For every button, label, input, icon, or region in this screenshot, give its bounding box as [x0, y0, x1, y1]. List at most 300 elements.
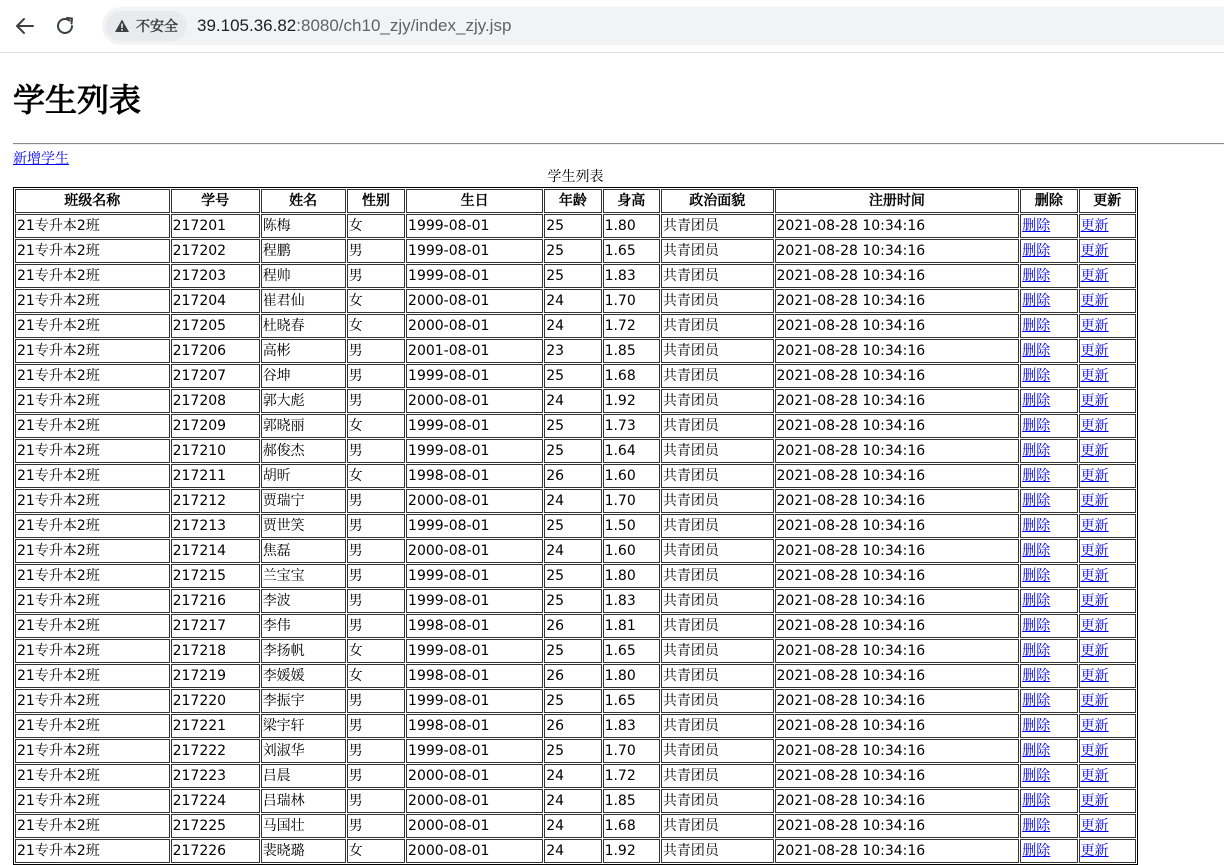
- birthday-cell: 1999-08-01: [406, 689, 543, 713]
- delete-link[interactable]: 删除: [1022, 468, 1051, 484]
- update-link[interactable]: 更新: [1080, 643, 1109, 659]
- register-time-cell: 2021-08-28 10:34:16: [775, 839, 1020, 863]
- table-body: [15, 214, 1136, 863]
- address-bar[interactable]: [102, 7, 1224, 45]
- table-row: [15, 214, 1136, 238]
- age-cell: 25: [544, 264, 601, 288]
- page-content: [0, 53, 1224, 859]
- birthday-cell: 1999-08-01: [406, 739, 543, 763]
- age-cell: 25: [544, 564, 601, 588]
- update-cell: [1079, 464, 1136, 488]
- gender-cell: 男: [347, 814, 405, 838]
- url-text[interactable]: [197, 16, 511, 36]
- add-student-link[interactable]: 新增学生: [13, 151, 69, 167]
- update-link[interactable]: 更新: [1080, 518, 1109, 534]
- birthday-cell: 2000-08-01: [406, 389, 543, 413]
- name-cell: 兰宝宝: [261, 564, 346, 588]
- age-cell: 25: [544, 639, 601, 663]
- age-cell: 25: [544, 589, 601, 613]
- table-row: [15, 514, 1136, 538]
- update-link[interactable]: 更新: [1080, 218, 1109, 234]
- warning-icon: [114, 18, 130, 34]
- height-cell: 1.83: [603, 264, 660, 288]
- update-link[interactable]: 更新: [1080, 268, 1109, 284]
- delete-link[interactable]: 删除: [1022, 343, 1051, 359]
- delete-link[interactable]: 删除: [1022, 318, 1051, 334]
- name-cell: 崔君仙: [261, 289, 346, 313]
- class-name-cell: 21专升本2班: [15, 364, 170, 388]
- student-id-cell: 217226: [171, 839, 260, 863]
- student-id-cell: 217220: [171, 689, 260, 713]
- url-host: 39.105.36.82: [197, 16, 297, 35]
- political-status-cell: 共青团员: [661, 839, 774, 863]
- birthday-cell: 1998-08-01: [406, 464, 543, 488]
- height-cell: 1.72: [603, 314, 660, 338]
- update-cell: [1079, 289, 1136, 313]
- table-row: [15, 464, 1136, 488]
- update-cell: [1079, 739, 1136, 763]
- table-row: [15, 439, 1136, 463]
- table-row: [15, 789, 1136, 813]
- column-header: 班级名称: [15, 189, 170, 213]
- security-chip[interactable]: [106, 11, 187, 41]
- table-row: [15, 739, 1136, 763]
- update-link[interactable]: 更新: [1080, 393, 1109, 409]
- gender-cell: 女: [347, 464, 405, 488]
- update-link[interactable]: 更新: [1080, 743, 1109, 759]
- update-link[interactable]: 更新: [1080, 718, 1109, 734]
- update-link[interactable]: 更新: [1080, 543, 1109, 559]
- age-cell: 24: [544, 389, 601, 413]
- birthday-cell: 2000-08-01: [406, 314, 543, 338]
- class-name-cell: 21专升本2班: [15, 464, 170, 488]
- update-cell: [1079, 764, 1136, 788]
- browser-toolbar: [0, 0, 1224, 53]
- height-cell: 1.80: [603, 564, 660, 588]
- update-cell: [1079, 539, 1136, 563]
- column-header: 政治面貌: [661, 189, 774, 213]
- political-status-cell: 共青团员: [661, 464, 774, 488]
- table-row: [15, 814, 1136, 838]
- political-status-cell: 共青团员: [661, 764, 774, 788]
- height-cell: 1.65: [603, 239, 660, 263]
- class-name-cell: 21专升本2班: [15, 564, 170, 588]
- height-cell: 1.70: [603, 489, 660, 513]
- update-link[interactable]: 更新: [1080, 493, 1109, 509]
- delete-cell: [1020, 289, 1077, 313]
- student-id-cell: 217213: [171, 514, 260, 538]
- age-cell: 24: [544, 314, 601, 338]
- delete-link[interactable]: 删除: [1022, 718, 1051, 734]
- age-cell: 25: [544, 689, 601, 713]
- class-name-cell: 21专升本2班: [15, 764, 170, 788]
- gender-cell: 男: [347, 364, 405, 388]
- political-status-cell: 共青团员: [661, 689, 774, 713]
- student-id-cell: 217217: [171, 614, 260, 638]
- name-cell: 李振宇: [261, 689, 346, 713]
- update-cell: [1079, 239, 1136, 263]
- register-time-cell: 2021-08-28 10:34:16: [775, 414, 1020, 438]
- student-id-cell: 217222: [171, 739, 260, 763]
- delete-link[interactable]: 删除: [1022, 793, 1051, 809]
- class-name-cell: 21专升本2班: [15, 389, 170, 413]
- height-cell: 1.80: [603, 214, 660, 238]
- update-cell: [1079, 339, 1136, 363]
- age-cell: 25: [544, 739, 601, 763]
- student-id-cell: 217210: [171, 439, 260, 463]
- class-name-cell: 21专升本2班: [15, 339, 170, 363]
- register-time-cell: 2021-08-28 10:34:16: [775, 439, 1020, 463]
- delete-cell: [1020, 614, 1077, 638]
- class-name-cell: 21专升本2班: [15, 689, 170, 713]
- political-status-cell: 共青团员: [661, 714, 774, 738]
- column-header: 性别: [347, 189, 405, 213]
- delete-cell: [1020, 414, 1077, 438]
- update-link[interactable]: 更新: [1080, 318, 1109, 334]
- height-cell: 1.70: [603, 289, 660, 313]
- reload-icon: [54, 15, 76, 37]
- student-id-cell: 217205: [171, 314, 260, 338]
- update-link[interactable]: 更新: [1080, 793, 1109, 809]
- political-status-cell: 共青团员: [661, 214, 774, 238]
- class-name-cell: 21专升本2班: [15, 489, 170, 513]
- student-id-cell: 217212: [171, 489, 260, 513]
- column-header: 删除: [1020, 189, 1077, 213]
- register-time-cell: 2021-08-28 10:34:16: [775, 764, 1020, 788]
- delete-link[interactable]: 删除: [1022, 743, 1051, 759]
- political-status-cell: 共青团员: [661, 489, 774, 513]
- register-time-cell: 2021-08-28 10:34:16: [775, 264, 1020, 288]
- birthday-cell: 2000-08-01: [406, 489, 543, 513]
- update-link[interactable]: 更新: [1080, 293, 1109, 309]
- gender-cell: 男: [347, 789, 405, 813]
- table-row: [15, 689, 1136, 713]
- register-time-cell: 2021-08-28 10:34:16: [775, 789, 1020, 813]
- arrow-left-icon: [14, 15, 36, 37]
- political-status-cell: 共青团员: [661, 739, 774, 763]
- update-cell: [1079, 664, 1136, 688]
- height-cell: 1.72: [603, 764, 660, 788]
- name-cell: 焦磊: [261, 539, 346, 563]
- political-status-cell: 共青团员: [661, 814, 774, 838]
- birthday-cell: 1999-08-01: [406, 589, 543, 613]
- security-label: 不安全: [136, 18, 178, 34]
- update-cell: [1079, 214, 1136, 238]
- class-name-cell: 21专升本2班: [15, 789, 170, 813]
- delete-cell: [1020, 664, 1077, 688]
- age-cell: 25: [544, 514, 601, 538]
- update-link[interactable]: 更新: [1080, 843, 1109, 859]
- gender-cell: 男: [347, 764, 405, 788]
- table-row: [15, 764, 1136, 788]
- register-time-cell: 2021-08-28 10:34:16: [775, 664, 1020, 688]
- update-link[interactable]: 更新: [1080, 418, 1109, 434]
- gender-cell: 男: [347, 239, 405, 263]
- height-cell: 1.60: [603, 464, 660, 488]
- delete-cell: [1020, 814, 1077, 838]
- delete-cell: [1020, 839, 1077, 863]
- delete-cell: [1020, 739, 1077, 763]
- name-cell: 吕瑞林: [261, 789, 346, 813]
- height-cell: 1.73: [603, 414, 660, 438]
- update-cell: [1079, 489, 1136, 513]
- name-cell: 李媛媛: [261, 664, 346, 688]
- class-name-cell: 21专升本2班: [15, 839, 170, 863]
- student-id-cell: 217214: [171, 539, 260, 563]
- birthday-cell: 1999-08-01: [406, 264, 543, 288]
- update-link[interactable]: 更新: [1080, 368, 1109, 384]
- class-name-cell: 21专升本2班: [15, 314, 170, 338]
- name-cell: 郭晓丽: [261, 414, 346, 438]
- political-status-cell: 共青团员: [661, 389, 774, 413]
- table-row: [15, 339, 1136, 363]
- height-cell: 1.85: [603, 339, 660, 363]
- gender-cell: 女: [347, 289, 405, 313]
- column-header: 更新: [1079, 189, 1136, 213]
- update-cell: [1079, 689, 1136, 713]
- update-link[interactable]: 更新: [1080, 693, 1109, 709]
- age-cell: 24: [544, 814, 601, 838]
- table-row: [15, 239, 1136, 263]
- delete-link[interactable]: 删除: [1022, 843, 1051, 859]
- age-cell: 24: [544, 764, 601, 788]
- name-cell: 郭大彪: [261, 389, 346, 413]
- delete-link[interactable]: 删除: [1022, 443, 1051, 459]
- table-row: [15, 564, 1136, 588]
- update-cell: [1079, 814, 1136, 838]
- register-time-cell: 2021-08-28 10:34:16: [775, 814, 1020, 838]
- delete-link[interactable]: 删除: [1022, 218, 1051, 234]
- update-link[interactable]: 更新: [1080, 768, 1109, 784]
- register-time-cell: 2021-08-28 10:34:16: [775, 739, 1020, 763]
- update-link[interactable]: 更新: [1080, 593, 1109, 609]
- political-status-cell: 共青团员: [661, 264, 774, 288]
- name-cell: 李波: [261, 589, 346, 613]
- name-cell: 陈梅: [261, 214, 346, 238]
- height-cell: 1.60: [603, 539, 660, 563]
- update-cell: [1079, 414, 1136, 438]
- student-id-cell: 217206: [171, 339, 260, 363]
- delete-cell: [1020, 589, 1077, 613]
- student-id-cell: 217221: [171, 714, 260, 738]
- delete-link[interactable]: 删除: [1022, 493, 1051, 509]
- delete-cell: [1020, 464, 1077, 488]
- class-name-cell: 21专升本2班: [15, 614, 170, 638]
- student-table: [13, 187, 1138, 865]
- political-status-cell: 共青团员: [661, 514, 774, 538]
- name-cell: 马国壮: [261, 814, 346, 838]
- delete-cell: [1020, 689, 1077, 713]
- age-cell: 25: [544, 239, 601, 263]
- class-name-cell: 21专升本2班: [15, 589, 170, 613]
- age-cell: 25: [544, 439, 601, 463]
- birthday-cell: 2000-08-01: [406, 814, 543, 838]
- gender-cell: 男: [347, 264, 405, 288]
- height-cell: 1.83: [603, 714, 660, 738]
- delete-link[interactable]: 删除: [1022, 293, 1051, 309]
- height-cell: 1.80: [603, 664, 660, 688]
- delete-link[interactable]: 删除: [1022, 268, 1051, 284]
- table-row: [15, 364, 1136, 388]
- table-row: [15, 489, 1136, 513]
- political-status-cell: 共青团员: [661, 664, 774, 688]
- reload-button[interactable]: [50, 11, 80, 41]
- birthday-cell: 1998-08-01: [406, 614, 543, 638]
- update-cell: [1079, 839, 1136, 863]
- name-cell: 梁宇轩: [261, 714, 346, 738]
- delete-link[interactable]: 删除: [1022, 768, 1051, 784]
- update-link[interactable]: 更新: [1080, 443, 1109, 459]
- class-name-cell: 21专升本2班: [15, 539, 170, 563]
- delete-link[interactable]: 删除: [1022, 393, 1051, 409]
- delete-cell: [1020, 314, 1077, 338]
- height-cell: 1.50: [603, 514, 660, 538]
- delete-link[interactable]: 删除: [1022, 418, 1051, 434]
- gender-cell: 男: [347, 614, 405, 638]
- name-cell: 程帅: [261, 264, 346, 288]
- class-name-cell: 21专升本2班: [15, 739, 170, 763]
- table-row: [15, 414, 1136, 438]
- gender-cell: 男: [347, 439, 405, 463]
- age-cell: 25: [544, 414, 601, 438]
- update-link[interactable]: 更新: [1080, 568, 1109, 584]
- delete-cell: [1020, 389, 1077, 413]
- birthday-cell: 1998-08-01: [406, 714, 543, 738]
- political-status-cell: 共青团员: [661, 589, 774, 613]
- birthday-cell: 1999-08-01: [406, 214, 543, 238]
- birthday-cell: 2000-08-01: [406, 539, 543, 563]
- political-status-cell: 共青团员: [661, 314, 774, 338]
- delete-link[interactable]: 删除: [1022, 668, 1051, 684]
- table-row: [15, 614, 1136, 638]
- table-row: [15, 289, 1136, 313]
- political-status-cell: 共青团员: [661, 364, 774, 388]
- update-link[interactable]: 更新: [1080, 618, 1109, 634]
- political-status-cell: 共青团员: [661, 539, 774, 563]
- gender-cell: 男: [347, 564, 405, 588]
- age-cell: 26: [544, 714, 601, 738]
- column-header: 身高: [603, 189, 660, 213]
- update-link[interactable]: 更新: [1080, 243, 1109, 259]
- student-id-cell: 217207: [171, 364, 260, 388]
- age-cell: 24: [544, 839, 601, 863]
- delete-link[interactable]: 删除: [1022, 518, 1051, 534]
- age-cell: 24: [544, 489, 601, 513]
- age-cell: 26: [544, 664, 601, 688]
- register-time-cell: 2021-08-28 10:34:16: [775, 314, 1020, 338]
- class-name-cell: 21专升本2班: [15, 414, 170, 438]
- student-id-cell: 217204: [171, 289, 260, 313]
- birthday-cell: 1999-08-01: [406, 439, 543, 463]
- student-id-cell: 217215: [171, 564, 260, 588]
- delete-link[interactable]: 删除: [1022, 593, 1051, 609]
- delete-link[interactable]: 删除: [1022, 543, 1051, 559]
- register-time-cell: 2021-08-28 10:34:16: [775, 214, 1020, 238]
- birthday-cell: 2000-08-01: [406, 764, 543, 788]
- update-cell: [1079, 314, 1136, 338]
- height-cell: 1.70: [603, 739, 660, 763]
- delete-link[interactable]: 删除: [1022, 618, 1051, 634]
- update-link[interactable]: 更新: [1080, 468, 1109, 484]
- register-time-cell: 2021-08-28 10:34:16: [775, 689, 1020, 713]
- url-path: :8080/ch10_zjy/index_zjy.jsp: [296, 16, 512, 35]
- delete-link[interactable]: 删除: [1022, 368, 1051, 384]
- register-time-cell: 2021-08-28 10:34:16: [775, 564, 1020, 588]
- age-cell: 25: [544, 364, 601, 388]
- birthday-cell: 2000-08-01: [406, 789, 543, 813]
- political-status-cell: 共青团员: [661, 439, 774, 463]
- delete-cell: [1020, 539, 1077, 563]
- name-cell: 李伟: [261, 614, 346, 638]
- delete-cell: [1020, 339, 1077, 363]
- height-cell: 1.92: [603, 839, 660, 863]
- student-id-cell: 217201: [171, 214, 260, 238]
- update-cell: [1079, 589, 1136, 613]
- column-header: 学号: [171, 189, 260, 213]
- back-button[interactable]: [10, 11, 40, 41]
- birthday-cell: 1999-08-01: [406, 564, 543, 588]
- height-cell: 1.68: [603, 364, 660, 388]
- height-cell: 1.65: [603, 689, 660, 713]
- delete-link[interactable]: 删除: [1022, 243, 1051, 259]
- delete-cell: [1020, 639, 1077, 663]
- delete-link[interactable]: 删除: [1022, 693, 1051, 709]
- delete-link[interactable]: 删除: [1022, 643, 1051, 659]
- delete-link[interactable]: 删除: [1022, 568, 1051, 584]
- update-cell: [1079, 564, 1136, 588]
- update-link[interactable]: 更新: [1080, 818, 1109, 834]
- name-cell: 刘淑华: [261, 739, 346, 763]
- age-cell: 23: [544, 339, 601, 363]
- register-time-cell: 2021-08-28 10:34:16: [775, 514, 1020, 538]
- delete-cell: [1020, 514, 1077, 538]
- student-id-cell: 217218: [171, 639, 260, 663]
- table-row: [15, 389, 1136, 413]
- gender-cell: 男: [347, 539, 405, 563]
- register-time-cell: 2021-08-28 10:34:16: [775, 239, 1020, 263]
- gender-cell: 男: [347, 714, 405, 738]
- class-name-cell: 21专升本2班: [15, 239, 170, 263]
- gender-cell: 女: [347, 414, 405, 438]
- update-cell: [1079, 264, 1136, 288]
- table-header-row: [15, 189, 1136, 213]
- political-status-cell: 共青团员: [661, 639, 774, 663]
- delete-cell: [1020, 264, 1077, 288]
- update-cell: [1079, 514, 1136, 538]
- delete-cell: [1020, 489, 1077, 513]
- register-time-cell: 2021-08-28 10:34:16: [775, 289, 1020, 313]
- delete-link[interactable]: 删除: [1022, 818, 1051, 834]
- height-cell: 1.68: [603, 814, 660, 838]
- name-cell: 谷坤: [261, 364, 346, 388]
- political-status-cell: 共青团员: [661, 414, 774, 438]
- register-time-cell: 2021-08-28 10:34:16: [775, 539, 1020, 563]
- update-link[interactable]: 更新: [1080, 343, 1109, 359]
- table-row: [15, 639, 1136, 663]
- height-cell: 1.85: [603, 789, 660, 813]
- update-cell: [1079, 789, 1136, 813]
- table-row: [15, 264, 1136, 288]
- gender-cell: 男: [347, 589, 405, 613]
- height-cell: 1.65: [603, 639, 660, 663]
- table-row: [15, 539, 1136, 563]
- gender-cell: 男: [347, 689, 405, 713]
- register-time-cell: 2021-08-28 10:34:16: [775, 589, 1020, 613]
- update-link[interactable]: 更新: [1080, 668, 1109, 684]
- student-id-cell: 217216: [171, 589, 260, 613]
- page-title: 学生列表: [13, 81, 142, 119]
- register-time-cell: 2021-08-28 10:34:16: [775, 489, 1020, 513]
